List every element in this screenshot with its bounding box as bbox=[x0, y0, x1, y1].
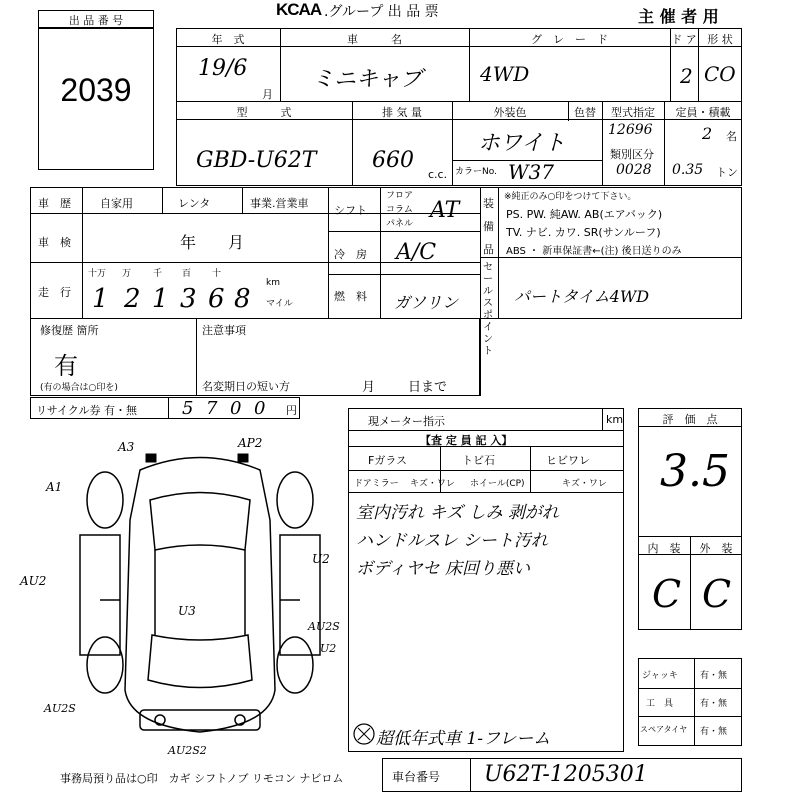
history-label: 車 歴 bbox=[38, 197, 71, 210]
mileage-label: 走 行 bbox=[38, 286, 71, 299]
model-label: 型 式 bbox=[236, 106, 292, 119]
fuel-value: ガソリン bbox=[394, 293, 459, 312]
sales-point-label: セールスポイント bbox=[483, 262, 493, 357]
repair-value: 有 bbox=[54, 352, 78, 380]
interior-label: 内 装 bbox=[647, 542, 681, 555]
meter-label: 現メーター指示 bbox=[368, 415, 445, 428]
color-value: ホワイト bbox=[478, 131, 566, 156]
repair-note: (有の場合は○印を) bbox=[40, 383, 118, 393]
inspection-label: 車 検 bbox=[38, 236, 71, 249]
diagram-mark: U2 bbox=[312, 552, 330, 566]
equipment-label: 装備品 bbox=[483, 197, 494, 256]
equipment-line3: ABS ・ 新車保証書←(注) 後日送りのみ bbox=[506, 246, 682, 257]
kizu-ware2-label: キズ・ワレ bbox=[562, 479, 607, 489]
mileage-digit: 8 bbox=[234, 284, 251, 314]
mileage-digit: 1 bbox=[92, 284, 109, 314]
mileage-digit: 3 bbox=[180, 284, 197, 314]
diagram-mark: AP2 bbox=[238, 436, 263, 450]
footer-items-note: 事務局預り品は○印 カギ シフトノブ リモコン ナビロム bbox=[60, 772, 344, 785]
repair-label: 修復歴 箇所 bbox=[40, 324, 99, 337]
shift-label: シフト bbox=[334, 204, 367, 217]
capacity-persons: 2 bbox=[702, 124, 713, 143]
inspector-footer-note: 超低年式車 1-フレーム bbox=[376, 729, 551, 749]
hibi-label: ヒビワレ bbox=[546, 454, 590, 467]
capacity-load-unit: トン bbox=[716, 166, 738, 179]
color-no-value: W37 bbox=[508, 160, 555, 184]
type-designation-value: 12696 bbox=[608, 122, 653, 138]
jack-label: ジャッキ bbox=[642, 671, 678, 681]
inspector-note: ハンドルスレ シート汚れ bbox=[356, 531, 548, 551]
recycle-unit: 円 bbox=[286, 404, 297, 417]
equipment-note: ※純正のみ○印をつけて下さい。 bbox=[504, 192, 637, 202]
tools-label: 工 具 bbox=[646, 699, 674, 709]
car-name-label: 車 名 bbox=[347, 33, 402, 46]
shape-label: 形 状 bbox=[707, 33, 733, 46]
sales-point-value: パートタイム4WD bbox=[514, 287, 650, 306]
kizu-ware-label: キズ・ワレ bbox=[410, 479, 455, 489]
car-name-value: ミニキャブ bbox=[312, 67, 423, 92]
score-label: 評 価 点 bbox=[662, 413, 718, 426]
score-value: 3.5 bbox=[660, 446, 730, 497]
brand-logo: KCAA bbox=[276, 0, 322, 19]
lot-number-label: 出 品 番 号 bbox=[68, 14, 124, 27]
diagram-mark: AU2S2 bbox=[168, 744, 207, 757]
tobi-label: トビ石 bbox=[462, 454, 495, 467]
shift-value: AT bbox=[430, 198, 460, 223]
diagram-mark: AU2S bbox=[308, 620, 340, 633]
exterior-value: C bbox=[702, 572, 732, 616]
business-option: 事業.営業車 bbox=[250, 197, 309, 210]
displacement-value: 660 bbox=[372, 148, 414, 173]
sponsor-label: 主 催 者 用 bbox=[638, 7, 719, 26]
ac-label: 冷 房 bbox=[334, 248, 367, 261]
recycle-label: リサイクル券 有・無 bbox=[36, 404, 137, 417]
capacity-label: 定員・積載 bbox=[675, 106, 731, 119]
year-value: 19/6 bbox=[198, 56, 248, 81]
equipment-line2: TV. ナビ. カワ. SR(サンルーフ) bbox=[506, 226, 661, 239]
interior-value: C bbox=[652, 572, 682, 616]
stamp-circle-icon bbox=[352, 722, 376, 746]
category-label: 類別区分 bbox=[610, 148, 654, 161]
shift-option-floor: フロア bbox=[386, 191, 414, 201]
caution-label: 注意事項 bbox=[202, 324, 246, 337]
year-unit: 月 bbox=[262, 88, 273, 101]
displacement-label: 排 気 量 bbox=[382, 106, 422, 119]
color-no-label: カラーNo. bbox=[455, 167, 497, 177]
spare-value: 有・無 bbox=[700, 727, 728, 737]
shift-option-column: コラム bbox=[386, 205, 413, 215]
recycle-digit: 5 bbox=[182, 398, 194, 419]
diagram-mark: U2 bbox=[320, 642, 337, 655]
shape-value: CO bbox=[704, 62, 736, 86]
car-damage-diagram bbox=[60, 440, 340, 760]
digit-label-10: 十 bbox=[212, 269, 222, 279]
fuel-label: 燃 料 bbox=[334, 290, 367, 303]
shift-option-panel: パネル bbox=[386, 219, 414, 229]
equipment-line1: PS. PW. 純AW. AB(エアバック) bbox=[506, 208, 663, 221]
recycle-digit: 7 bbox=[206, 398, 218, 419]
ac-value: A/C bbox=[396, 240, 437, 265]
name-change-month: 月 bbox=[362, 380, 376, 395]
name-change-label: 名変期日の短い方 bbox=[202, 380, 290, 393]
rental-option: レンタ bbox=[178, 197, 211, 210]
doors-value: 2 bbox=[680, 64, 693, 88]
diagram-mark: U3 bbox=[178, 604, 196, 618]
inspection-value: 年 月 bbox=[180, 233, 245, 252]
type-designation-label: 型式指定 bbox=[611, 106, 655, 119]
inspector-section-label: 【査 定 員 記 入】 bbox=[420, 434, 513, 447]
diagram-mark: AU2 bbox=[20, 574, 47, 588]
chassis-value: U62T-1205301 bbox=[484, 762, 648, 787]
mileage-digit: 2 bbox=[124, 284, 141, 314]
inspector-note: 室内汚れ キズ しみ 剥がれ bbox=[356, 503, 559, 523]
meter-unit: km bbox=[606, 413, 624, 426]
capacity-load: 0.35 bbox=[672, 162, 704, 178]
name-change-day: 日まで bbox=[408, 380, 448, 395]
jack-value: 有・無 bbox=[700, 671, 728, 681]
fglass-label: Fガラス bbox=[368, 454, 407, 467]
model-value: GBD-U62T bbox=[196, 148, 317, 173]
color-change-label: 色替 bbox=[574, 106, 596, 119]
diagram-mark: A3 bbox=[118, 440, 135, 454]
recycle-digit: 0 bbox=[254, 398, 266, 419]
color-label: 外装色 bbox=[493, 106, 527, 119]
digit-label-100k: 十万 bbox=[88, 269, 107, 279]
diagram-mark: A1 bbox=[46, 480, 63, 494]
chassis-label: 車台番号 bbox=[392, 770, 441, 784]
diagram-mark: AU2S bbox=[44, 702, 76, 715]
lot-number: 2039 bbox=[60, 72, 132, 108]
tools-value: 有・無 bbox=[700, 699, 728, 709]
mileage-digit: 1 bbox=[152, 284, 169, 314]
digit-label-10k: 万 bbox=[122, 269, 132, 279]
door-mirror-label: ドアミラー bbox=[354, 479, 399, 489]
displacement-unit: c.c. bbox=[428, 168, 448, 181]
private-option: 自家用 bbox=[100, 197, 133, 210]
grade-label: グ レ ー ド bbox=[531, 33, 608, 46]
grade-value: 4WD bbox=[480, 62, 530, 86]
wheel-label: ホイール(CP) bbox=[470, 479, 525, 489]
capacity-persons-unit: 名 bbox=[726, 130, 737, 143]
exterior-label: 外 装 bbox=[699, 542, 733, 555]
recycle-digit: 0 bbox=[230, 398, 242, 419]
digit-label-1k: 千 bbox=[153, 269, 163, 279]
doors-label: ド ア bbox=[671, 33, 697, 46]
mileage-digit: 6 bbox=[208, 284, 225, 314]
year-label: 年 式 bbox=[211, 33, 245, 46]
mile-label: マイル bbox=[266, 299, 293, 309]
inspector-note: ボディヤセ 床回り悪い bbox=[356, 559, 531, 579]
km-label: km bbox=[266, 278, 280, 288]
form-title: .グループ 出 品 票 bbox=[324, 4, 439, 20]
digit-label-100: 百 bbox=[182, 269, 192, 279]
category-value: 0028 bbox=[616, 162, 652, 178]
spare-label: スペアタイヤ bbox=[640, 725, 688, 734]
